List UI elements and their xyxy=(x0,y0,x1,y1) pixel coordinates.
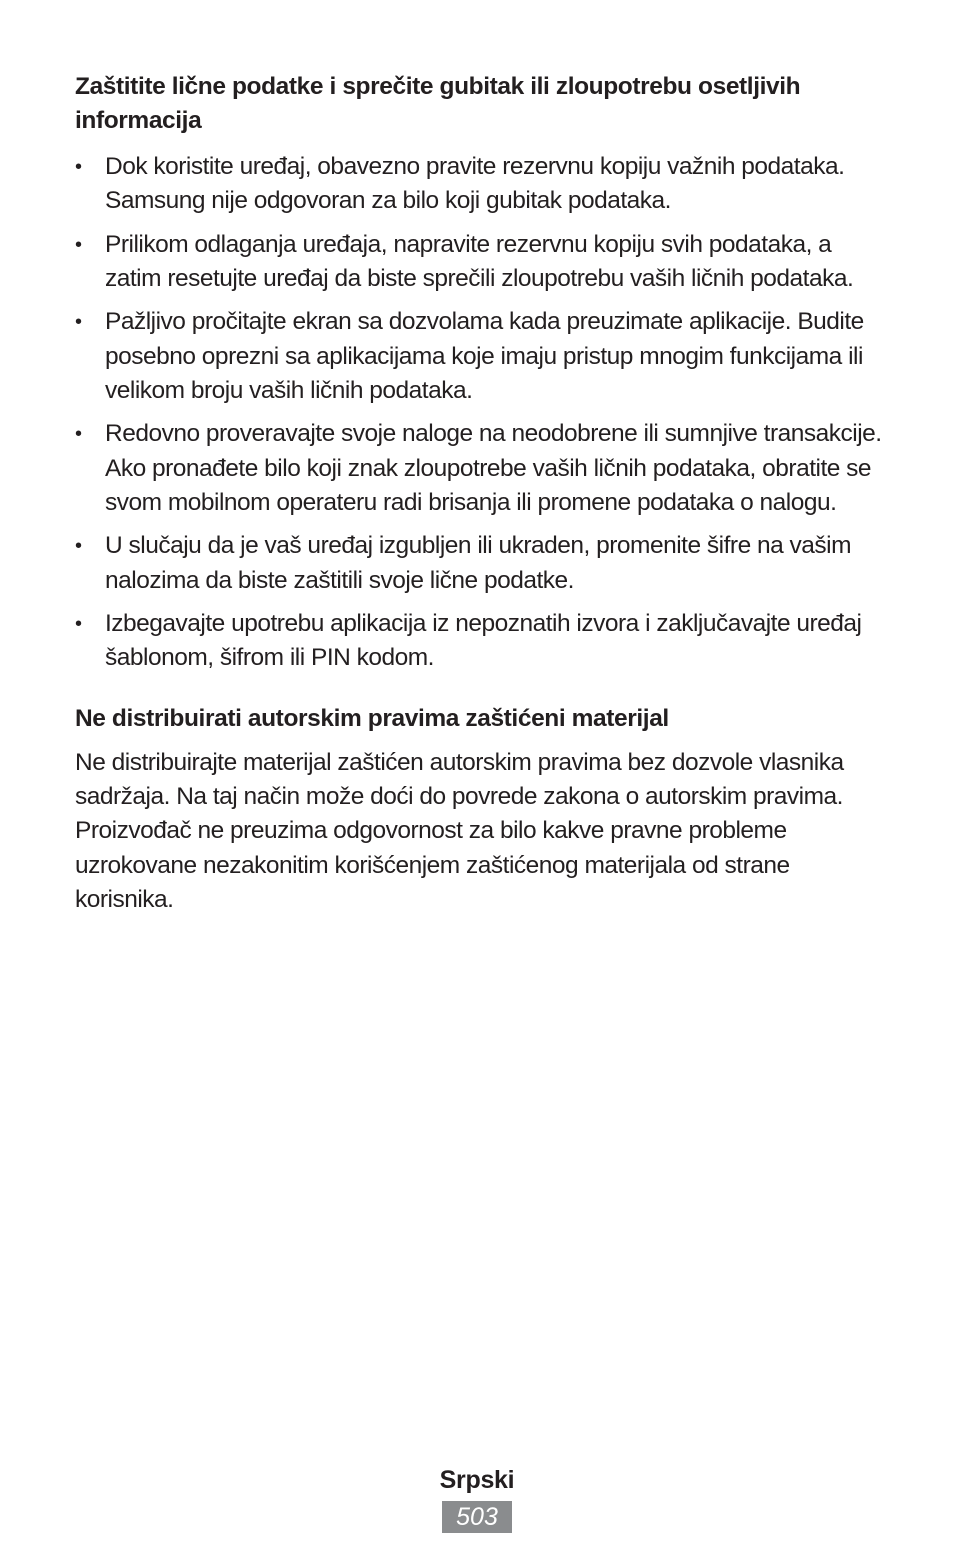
list-item xyxy=(75,417,885,520)
page-number: 503 xyxy=(442,1501,512,1533)
list-item-text: U slučaju da je vaš uređaj izgubljen ili ukraden, promenite šifre na vašim nalozima da biste zaštitili svoje lične podatke. xyxy=(105,532,852,594)
list-item-text: Prilikom odlaganja uređaja, napravite rezervnu kopiju svih podataka, a zatim resetujte uređaj da biste sprečili zloupotrebu vaših ličnih podataka. xyxy=(105,230,854,293)
page-content xyxy=(75,70,885,918)
footer-language: Srpski xyxy=(439,1466,515,1494)
list-item xyxy=(75,607,885,676)
list-item xyxy=(75,529,885,598)
bullet-icon: • xyxy=(75,311,82,334)
list-item-text: Pažljivo pročitajte ekran sa dozvolama kada preuzimate aplikacije. Budite posebno oprezni sa aplikacijama koje imaju pristup mnogim funkcijama ili velikom broju vaših ličnih podataka. xyxy=(105,308,864,405)
list-item xyxy=(75,150,885,219)
list-item-text: Izbegavajte upotrebu aplikacija iz nepoznatih izvora i zaključavajte uređaj šablonom, šifrom ili PIN kodom. xyxy=(105,609,862,672)
page-footer xyxy=(0,1461,954,1533)
list-item xyxy=(75,305,885,408)
list-item-text: Dok koristite uređaj, obavezno pravite rezervnu kopiju važnih podataka. Samsung nije odgovoran za bilo koji gubitak podataka. xyxy=(105,153,845,215)
bullet-icon: • xyxy=(75,233,82,256)
bullet-icon: • xyxy=(75,423,82,446)
bullet-icon: • xyxy=(75,612,82,635)
list-item-text: Redovno proveravajte svoje naloge na neodobrene ili sumnjive transakcije. Ako pronađete bilo koji znak zloupotrebe vaših ličnih podataka, obratite se svom mobilnom operateru radi brisanja ili promene podataka o nalogu. xyxy=(105,420,882,517)
section-heading-privacy: Zaštitite lične podatke i sprečite gubitak ili zloupotrebu osetljivih informacija xyxy=(75,73,801,134)
bullet-icon: • xyxy=(75,535,82,558)
copyright-paragraph: Ne distribuirajte materijal zaštićen autorskim pravima bez dozvole vlasnika sadržaja. Na taj način može doći do povrede zakona o autorskim pravima. Proizvođač ne preuzima odgovornost za bilo kakve pravne probleme uzrokovane nezakonitim korišćenjem zaštićenog materijala od strane korisnika. xyxy=(75,748,844,914)
list-item xyxy=(75,228,885,297)
bullet-icon: • xyxy=(75,156,82,178)
section-heading-copyright: Ne distribuirati autorskim pravima zaštićeni materijal xyxy=(75,704,669,732)
privacy-bullet-list xyxy=(75,150,885,676)
